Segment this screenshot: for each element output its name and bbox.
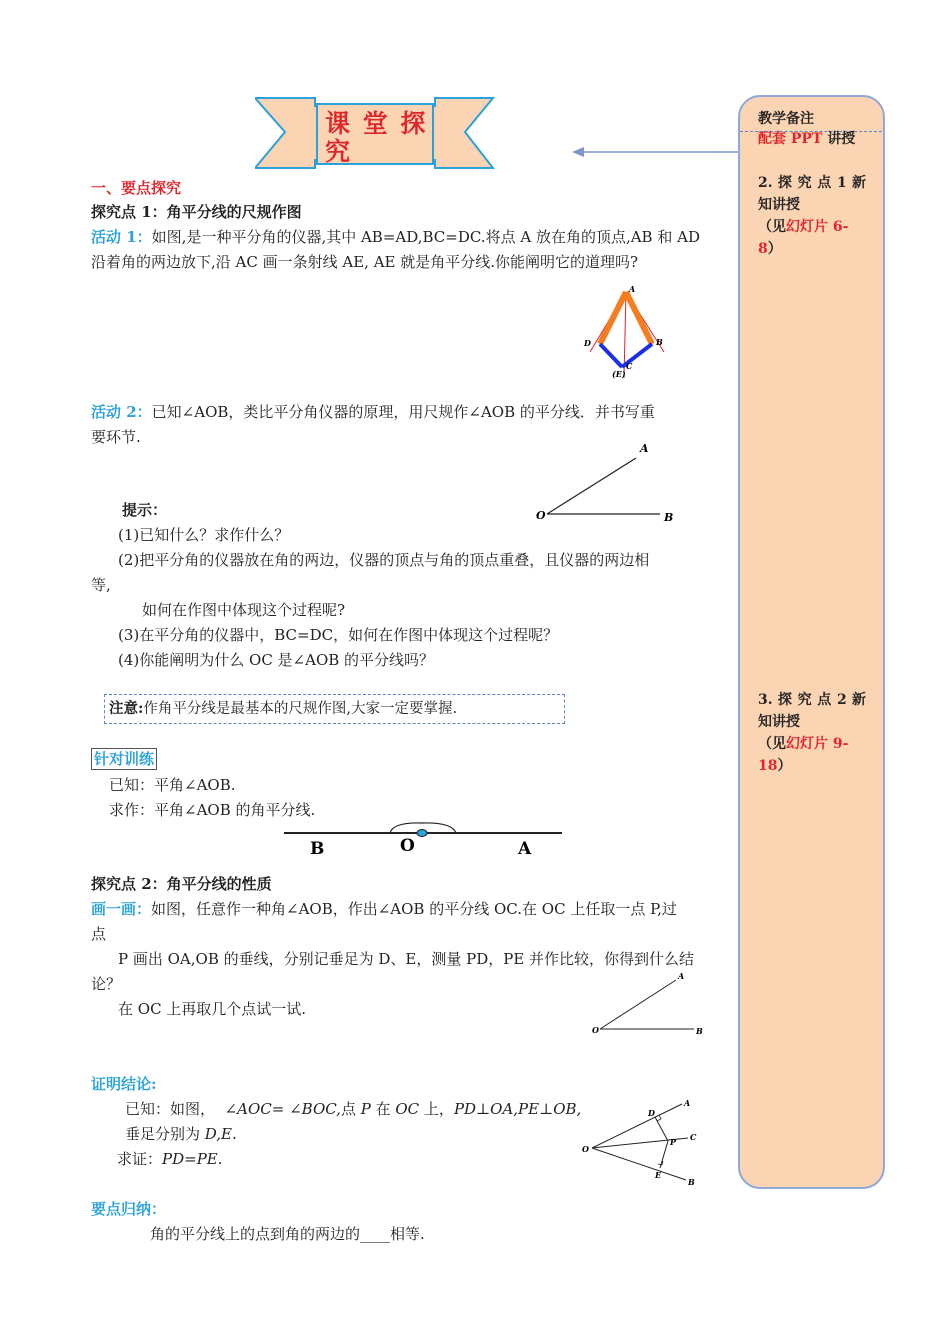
hint-4: (4)你能阐明为什么 OC 是∠AOB 的平分线吗？ [118,651,435,669]
fig1-label-b: B [656,337,663,347]
draw-line1 [91,897,723,921]
draw-text: 如图，任意作一种角∠AOB，作出∠AOB 的平分线 OC.在 OC 上任取一点 P,过 [151,900,677,918]
note-box [104,694,565,724]
hint-2b: 等, [91,576,111,594]
proof-prove: 求证：PD=PE. [117,1150,223,1168]
activity2-line2: 要环节. [91,428,141,446]
fig5-label-d: D [648,1108,655,1118]
hint-3: (3)在平分角的仪器中，BC=DC，如何在作图中体现这个过程呢？ [118,626,559,644]
training-construct: 求作：平角∠AOB 的角平分线. [109,801,316,819]
fig1-label-a: A [629,284,636,294]
draw-label: 画一画： [91,900,152,918]
fig5-label-o: O [582,1144,589,1154]
point1-title: 探究点 1：角平分线的尺规作图 [91,203,302,221]
activity1-line1 [91,225,723,249]
hint-2a: (2)把平分角的仪器放在角的两边，仪器的顶点与角的顶点重叠，且仪器的两边相 [118,551,650,569]
draw-line4: 论？ [91,975,122,993]
hint-2c: 如何在作图中体现这个过程呢? [142,601,346,619]
hints-title: 提示： [122,501,168,519]
fig5-label-c: C [690,1132,697,1142]
sidebar-item2: 3. 探 究 点 2 新知讲授 [758,692,866,730]
bisector-proof-figure [578,1092,703,1192]
fig5-label-a: A [684,1098,691,1108]
sidebar-item1-ref: （见幻灯片 6-8） [758,219,849,257]
fig5-label-e: E [655,1170,662,1180]
banner-title: 课 堂 探 究 [325,109,428,166]
angle-aob-figure-small [590,970,710,1040]
activity1-label: 活动 1： [91,228,152,246]
draw-line2: 点 [91,925,107,943]
fig3-label-b: B [310,839,325,859]
training-label: 针对训练 [91,748,157,770]
proof-given: 已知：如图， ∠AOC= ∠BOC,点 P 在 OC 上，PD⊥OA,PE⊥OB, [125,1100,582,1118]
note-label: 注意: [109,700,144,717]
sidebar-subtitle: 配套 PPT 讲授 [758,131,856,147]
draw-line5: 在 OC 上再取几个点试一试. [118,1000,307,1018]
fig5-label-b: B [688,1177,695,1187]
slide-ref-2[interactable]: 幻灯片 9-18 [758,736,849,774]
sidebar-title: 教学备注 [758,111,814,127]
draw-line3: P 画出 OA,OB 的垂线，分别记垂足为 D、E，测量 PD，PE 并作比较，你得到什么结 [118,950,695,968]
summary-label: 要点归纳： [91,1200,167,1218]
activity1-text: 如图,是一种平分角的仪器,其中 AB=AD,BC=DC.将点 A 放在角的顶点,AB 和 AD [151,228,700,246]
note-text: 作角平分线是最基本的尺规作图,大家一定要掌握. [143,701,458,717]
activity2-label: 活动 2： [91,403,152,421]
section-banner [255,96,495,170]
fig2-label-b: B [664,511,674,524]
summary-blank[interactable]: ____ [360,1225,391,1243]
proof-label: 证明结论: [91,1075,157,1093]
straight-angle-figure [280,820,565,860]
instrument-figure [576,282,676,382]
sidebar-item2-ref: （见幻灯片 9-18） [758,736,849,774]
slide-ref-1[interactable]: 幻灯片 6-8 [758,219,849,257]
summary-text: 角的平分线上的点到角的两边的____相等. [150,1225,425,1243]
fig3-label-a: A [518,839,532,859]
hint-1: (1)已知什么？求作什么？ [118,526,290,544]
fig2-label-a: A [640,442,649,455]
activity2-text: 已知∠AOB，类比平分角仪器的原理，用尺规作∠AOB 的平分线．并书写重 [151,403,655,421]
fig4-label-a: A [678,971,685,981]
fig1-label-c: C [626,361,633,371]
fig4-label-o: O [592,1025,599,1035]
activity1-line2: 沿着角的两边放下,沿 AC 画一条射线 AE, AE 就是角平分线.你能阐明它的道理吗? [91,253,639,271]
training-given: 已知：平角∠AOB. [109,776,236,794]
point2-title: 探究点 2：角平分线的性质 [91,875,272,893]
fig2-label-o: O [536,509,546,522]
pointer-arrow-icon [570,143,740,161]
activity2-line1 [91,400,723,424]
fig3-label-o: O [400,836,415,856]
proof-foot: 垂足分别为 D,E. [125,1125,237,1143]
angle-aob-figure [530,440,680,530]
sidebar-item1: 2. 探 究 点 1 新知讲授 [758,175,866,213]
section-title: 一、要点探究 [91,179,182,197]
fig1-label-e: (E) [612,369,626,379]
fig4-label-b: B [696,1026,703,1036]
fig5-label-p: P [670,1137,677,1147]
fig1-label-d: D [584,338,591,348]
